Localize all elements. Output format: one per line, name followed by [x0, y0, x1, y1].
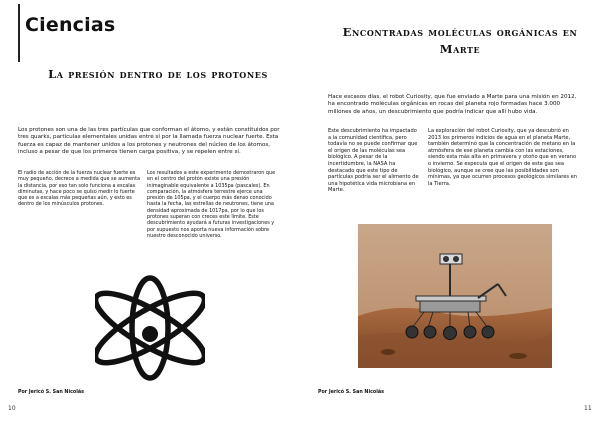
section-divider [18, 4, 20, 62]
mars-rover-photo [358, 224, 552, 368]
page-number: 11 [584, 405, 592, 412]
section-title: Ciencias [25, 14, 116, 36]
article-column-1-marte: Este descubrimiento ha impactado a la comunidad científica, pero todavía no se puede confirmar que el origen de las moléculas sea biológico. A pesar de la incertidumbre, la NASA ha destacado que este tipo de partículas podría ser el alimento de una hipotética vida microbiana en Marte. [328, 128, 419, 194]
article-intro-protones: Los protones son una de las tres partículas que conforman el átomo, y están constituidos por tres quarks, partículas elementales unidas entre sí por la llamada fuerza nuclear fuerte. Esta fuerza es capaz de mantener unidos a los protones y neutrones del núcleo de los átomos, incluso a pesar de que los primeros tienen carga positiva, y se repelen entre sí. [18, 127, 280, 155]
article-column-1-protones: El radio de acción de la fuerza nuclear fuerte es muy pequeño, decrece a medida que se aumenta la distancia, por eso tan solo funciona a escalas diminutas, y hace poco se quiso medir lo fuerte que es a escalas más pequeñas aún, y esto es dentro de los minúsculos protones. [18, 170, 141, 208]
right-page [300, 0, 600, 424]
article-title-marte: Encontradas moléculas orgánicas en Marte [342, 25, 578, 56]
author-byline: Por Jericó S. San Nicolás [318, 390, 384, 395]
article-title-protones: La presión dentro de los protones [48, 67, 268, 81]
atom-icon [95, 258, 205, 398]
page-number: 10 [8, 405, 16, 412]
article-column-2-marte: La exploración del robot Curiosity, que ya descubrió en 2013 los primeros indicios de agua en el planeta Marte, también determinó que la concentración de metano en la atmósfera de ese planeta cambia con las estaciones, siendo esta más alta en primavera y otoño que en verano o invierno. Se especula que el origen de este gas sea biológico, aunque se cree que las posibilidades son mínimas, ya que ocurren procesos geológicos similares en la Tierra. [428, 128, 577, 187]
article-column-2-protones: Los resultados a este experimento demostraron que en el centro del protón existe una presión inimaginable equivalente a 1035pa (pascales). En comparación, la atmósfera terrestre ejerce una presión de 105pa, y el cuerpo más denso conocido hasta la fecha, las estrellas de neutrones, tiene una densidad aproximada de 1017pa, por lo que los protones superan con creces este límite. Este descubrimiento ayudará a futuras investigaciones y por supuesto nos aporta nueva información sobre nuestro desconocido universo. [147, 170, 276, 239]
article-intro-marte: Hace escasos días, el robot Curiosity, que fue enviado a Marte para una misión en 2012, ha encontrado moléculas orgánicas en rocas del planeta rojo formadas hace 3.000 millones de años, un descubrimiento que podría indicar que allí hubo vida. [328, 94, 577, 115]
author-byline: Por Jericó S. San Nicolás [18, 390, 84, 395]
